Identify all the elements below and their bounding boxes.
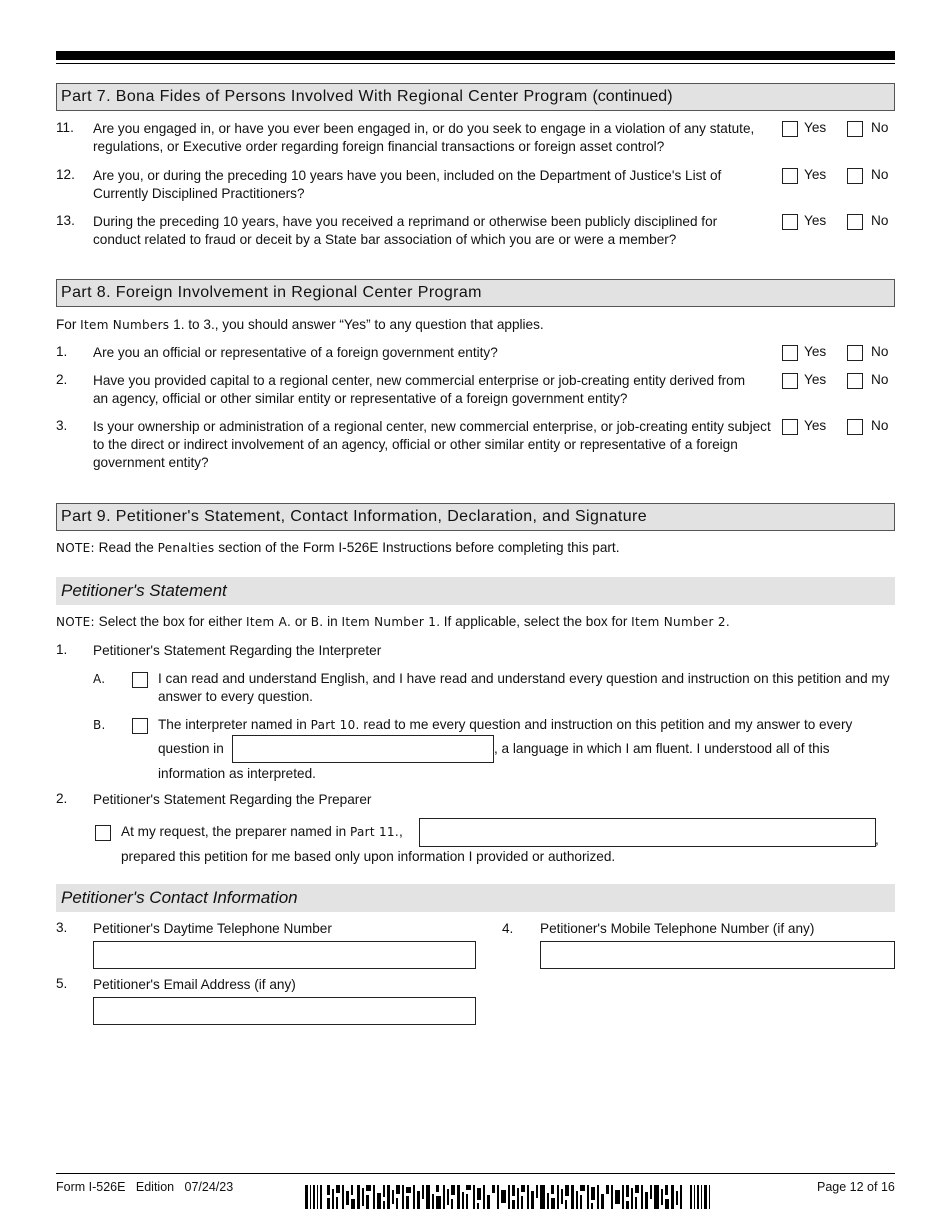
part8-header: Part 8. Foreign Involvement in Regional Center Program (56, 279, 895, 307)
q11-yes-no (782, 120, 894, 138)
part8-intro-c: 1. to 3., you should answer “Yes” to any question that applies. (169, 317, 544, 332)
q13-no-label: No (871, 213, 889, 228)
part7-header-continued: (continued) (592, 88, 673, 105)
item2-text (121, 823, 403, 841)
p8-q2-number: 2. (56, 372, 68, 387)
p8-q2-no-label: No (871, 372, 889, 387)
q13-no-checkbox[interactable] (847, 214, 863, 230)
top-thick-rule (56, 51, 895, 60)
q11-yes-checkbox[interactable] (782, 121, 798, 137)
p8-q2-yes-no (782, 372, 894, 390)
part9-note-a: Read the (94, 540, 158, 555)
item1-number: 1. (56, 642, 68, 657)
part7-header (56, 83, 895, 111)
part7-header-text: Part 7. Bona Fides of Persons Involved With Regional Center Program (61, 88, 588, 105)
p8-q3-number: 3. (56, 418, 68, 433)
q12-no-label: No (871, 167, 889, 182)
q13-yes-no (782, 213, 894, 231)
p8-q3-yes-label: Yes (804, 418, 827, 433)
part9-note-c: section of the Form I-526E Instructions before completing this part. (214, 540, 620, 555)
item-b-text-c: read to me every question and instruction on this petition and my answer to every (359, 717, 853, 732)
part8-intro-b: Item Numbers (80, 318, 170, 332)
part9-note2-i: . (725, 614, 730, 629)
footer-form-edition: Form I-526E Edition 07/24/23 (56, 1180, 234, 1194)
item-b-checkbox[interactable] (132, 718, 148, 734)
p8-q1-no-label: No (871, 344, 889, 359)
part9-header: Part 9. Petitioner's Statement, Contact Information, Declaration, and Signature (56, 503, 895, 531)
item-b-text-a: The interpreter named in (158, 717, 311, 732)
footer-rule (56, 1173, 895, 1174)
language-input[interactable] (232, 735, 494, 763)
p8-q1-yes-label: Yes (804, 344, 827, 359)
item-a-checkbox[interactable] (132, 672, 148, 688)
p8-q3-text: Is your ownership or administration of a regional center, new commercial enterprise, or job-creating entity subject to the direct or indirect involvement of an agency, official or other similar entity or representative of a foreign government entity? (93, 419, 771, 470)
p8-q3-no-label: No (871, 418, 889, 433)
item-b-line3: information as interpreted. (158, 766, 316, 781)
p8-q2-yes-checkbox[interactable] (782, 373, 798, 389)
part9-note (56, 539, 619, 557)
q12-no-checkbox[interactable] (847, 168, 863, 184)
p8-q1-yes-checkbox[interactable] (782, 345, 798, 361)
item3-number: 3. (56, 920, 68, 935)
q11-no-label: No (871, 120, 889, 135)
item-a-letter: A. (93, 672, 106, 686)
item2-checkbox[interactable] (95, 825, 111, 841)
item4-number: 4. (502, 921, 514, 936)
part8-intro (56, 316, 544, 334)
item2-part11: Part 11. (349, 825, 399, 839)
mobile-phone-input[interactable] (540, 941, 895, 969)
q13-yes-checkbox[interactable] (782, 214, 798, 230)
daytime-phone-input[interactable] (93, 941, 476, 969)
part9-note2-e: in (323, 614, 342, 629)
p8-q1-number: 1. (56, 344, 68, 359)
part8-intro-a: For (56, 317, 81, 332)
p8-q2-yes-label: Yes (804, 372, 827, 387)
q12-yes-checkbox[interactable] (782, 168, 798, 184)
part9-note2-c: or (291, 614, 311, 629)
q11-number: 11. (56, 120, 74, 135)
p8-q3-no-checkbox[interactable] (847, 419, 863, 435)
q12-yes-no (782, 167, 894, 185)
p8-q1-text: Are you an official or representative of a foreign government entity? (93, 345, 498, 360)
preparer-name-input[interactable] (419, 818, 876, 847)
petitioner-contact-header: Petitioner's Contact Information (56, 884, 895, 912)
item2-label: Petitioner's Statement Regarding the Preparer (93, 792, 372, 807)
part9-note-label: NOTE: (56, 541, 95, 555)
item-a-text: I can read and understand English, and I have read and understand every question and instruction on this petition and my answer to every question. (158, 671, 890, 704)
q11-no-checkbox[interactable] (847, 121, 863, 137)
q13-yes-label: Yes (804, 213, 827, 228)
part9-note2-g: . If applicable, select the box for (436, 614, 632, 629)
item1-label: Petitioner's Statement Regarding the Interpreter (93, 643, 382, 658)
p8-q3-yes-checkbox[interactable] (782, 419, 798, 435)
item-b-text (158, 716, 892, 734)
p8-q1-no-checkbox[interactable] (847, 345, 863, 361)
q11-yes-label: Yes (804, 120, 827, 135)
email-input[interactable] (93, 997, 476, 1025)
part9-note2-item-b: B. (310, 615, 324, 629)
item5-number: 5. (56, 976, 68, 991)
p8-q2-no-checkbox[interactable] (847, 373, 863, 389)
p8-q3-yes-no (782, 418, 894, 436)
item5-label: Petitioner's Email Address (if any) (93, 977, 296, 992)
q13-text: During the preceding 10 years, have you received a reprimand or otherwise been publicly disciplined for conduct related to fraud or deceit by a State bar association of which you are or were a member? (93, 214, 718, 247)
item2-trailing-comma: , (875, 832, 879, 847)
item3-label: Petitioner's Daytime Telephone Number (93, 921, 332, 936)
q12-yes-label: Yes (804, 167, 827, 182)
barcode-graphic (305, 1185, 713, 1209)
item2-line2: prepared this petition for me based only upon information I provided or authorized. (121, 849, 616, 864)
part9-note2-item-number-2: Item Number 2 (631, 615, 726, 629)
q13-number: 13. (56, 213, 75, 228)
part9-note-penalties: Penalties (157, 541, 215, 555)
part9-note2-item-number-1: Item Number 1 (341, 615, 437, 629)
petitioner-statement-header: Petitioner's Statement (56, 577, 895, 605)
item2-text-a: At my request, the preparer named in (121, 824, 350, 839)
item-b-letter: B. (93, 718, 106, 732)
p8-q1-yes-no (782, 344, 894, 362)
q11-text: Are you engaged in, or have you ever been engaged in, or do you seek to engage in a violation of any statute, regulations, or Executive order regarding foreign financial transactions or foreign asset control? (93, 121, 755, 154)
item-b-line2-a: question in (158, 741, 224, 756)
item2-text-c: , (398, 824, 403, 839)
part9-note2-a: Select the box for either (94, 614, 247, 629)
top-thin-rule (56, 63, 895, 64)
part9-note2-item-a: Item A. (246, 615, 292, 629)
part9-note2 (56, 613, 730, 631)
barcode (305, 1185, 713, 1209)
item-b-part10: Part 10. (310, 718, 360, 732)
item4-label: Petitioner's Mobile Telephone Number (if any) (540, 921, 815, 936)
p8-q2-text: Have you provided capital to a regional center, new commercial enterprise or job-creating entity derived from an agency, official or other similar entity or representative of a foreign government entity? (93, 373, 746, 406)
item2-number: 2. (56, 791, 68, 806)
footer-page-number: Page 12 of 16 (817, 1180, 895, 1194)
item-b-line2-b: , a language in which I am fluent. I understood all of this (494, 741, 830, 756)
part9-note2-label: NOTE: (56, 615, 95, 629)
q12-number: 12. (56, 167, 75, 182)
q12-text: Are you, or during the preceding 10 years have you been, included on the Department of Justice's List of Currently Disciplined Practitioners? (93, 168, 722, 201)
